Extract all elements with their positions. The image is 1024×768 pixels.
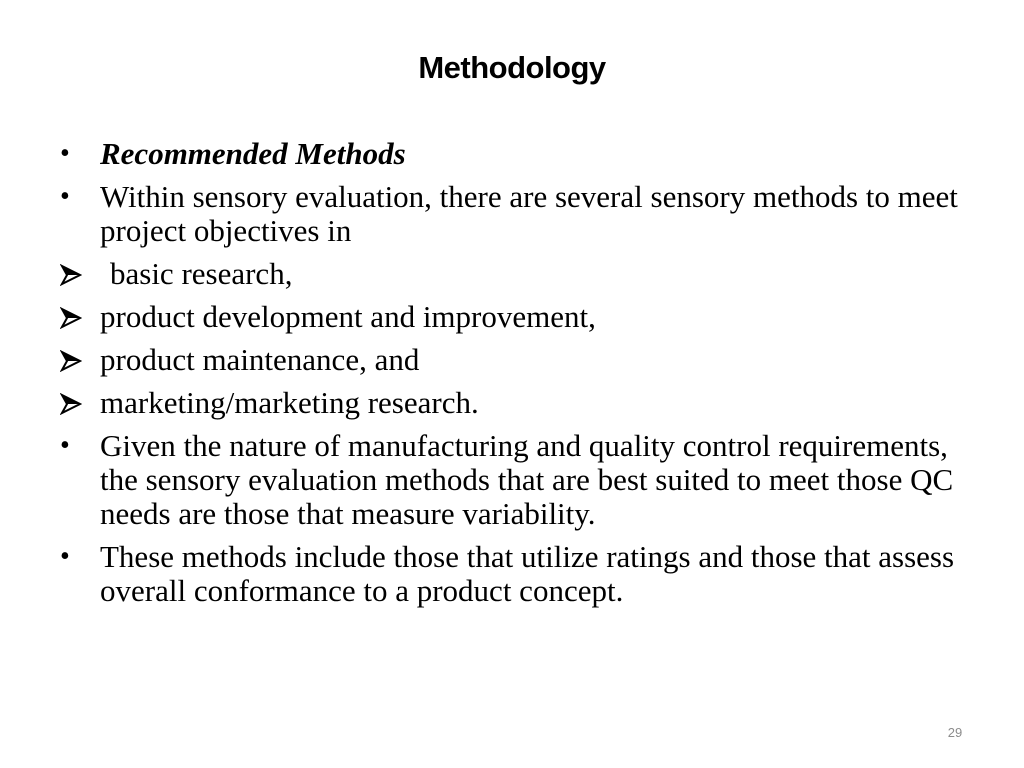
bullet-icon: • [60,181,70,212]
list-item [58,540,958,608]
list-item-text: These methods include those that utilize ratings and those that assess overall conformance to a product concept. [100,539,955,608]
sub-list-item [58,343,958,377]
page-number: 29 [947,725,963,740]
sub-list-item [58,386,958,420]
list-item [58,180,958,248]
slide-title: Methodology [418,50,606,85]
sub-list-item [58,300,958,334]
list-item [58,137,958,171]
list-item-text: basic research, [110,256,293,291]
list-item-text: product development and improvement, [100,299,596,334]
list-item-text: Within sensory evaluation, there are several sensory methods to meet project objectives in [100,179,958,248]
bullet-icon: • [60,138,70,169]
list-item-text: Recommended Methods [100,136,406,171]
list-item-text: product maintenance, and [100,342,420,377]
bullet-icon: • [60,541,70,572]
list-item-text: Given the nature of manufacturing and quality control requirements, the sensory evaluation methods that are best suited to meet those QC needs are those that measure variability. [100,428,954,531]
list-item-text: marketing/marketing research. [100,385,479,420]
sub-list-item [58,257,958,291]
bullet-icon: • [60,430,70,461]
slide-content [58,137,958,617]
list-item [58,429,958,531]
